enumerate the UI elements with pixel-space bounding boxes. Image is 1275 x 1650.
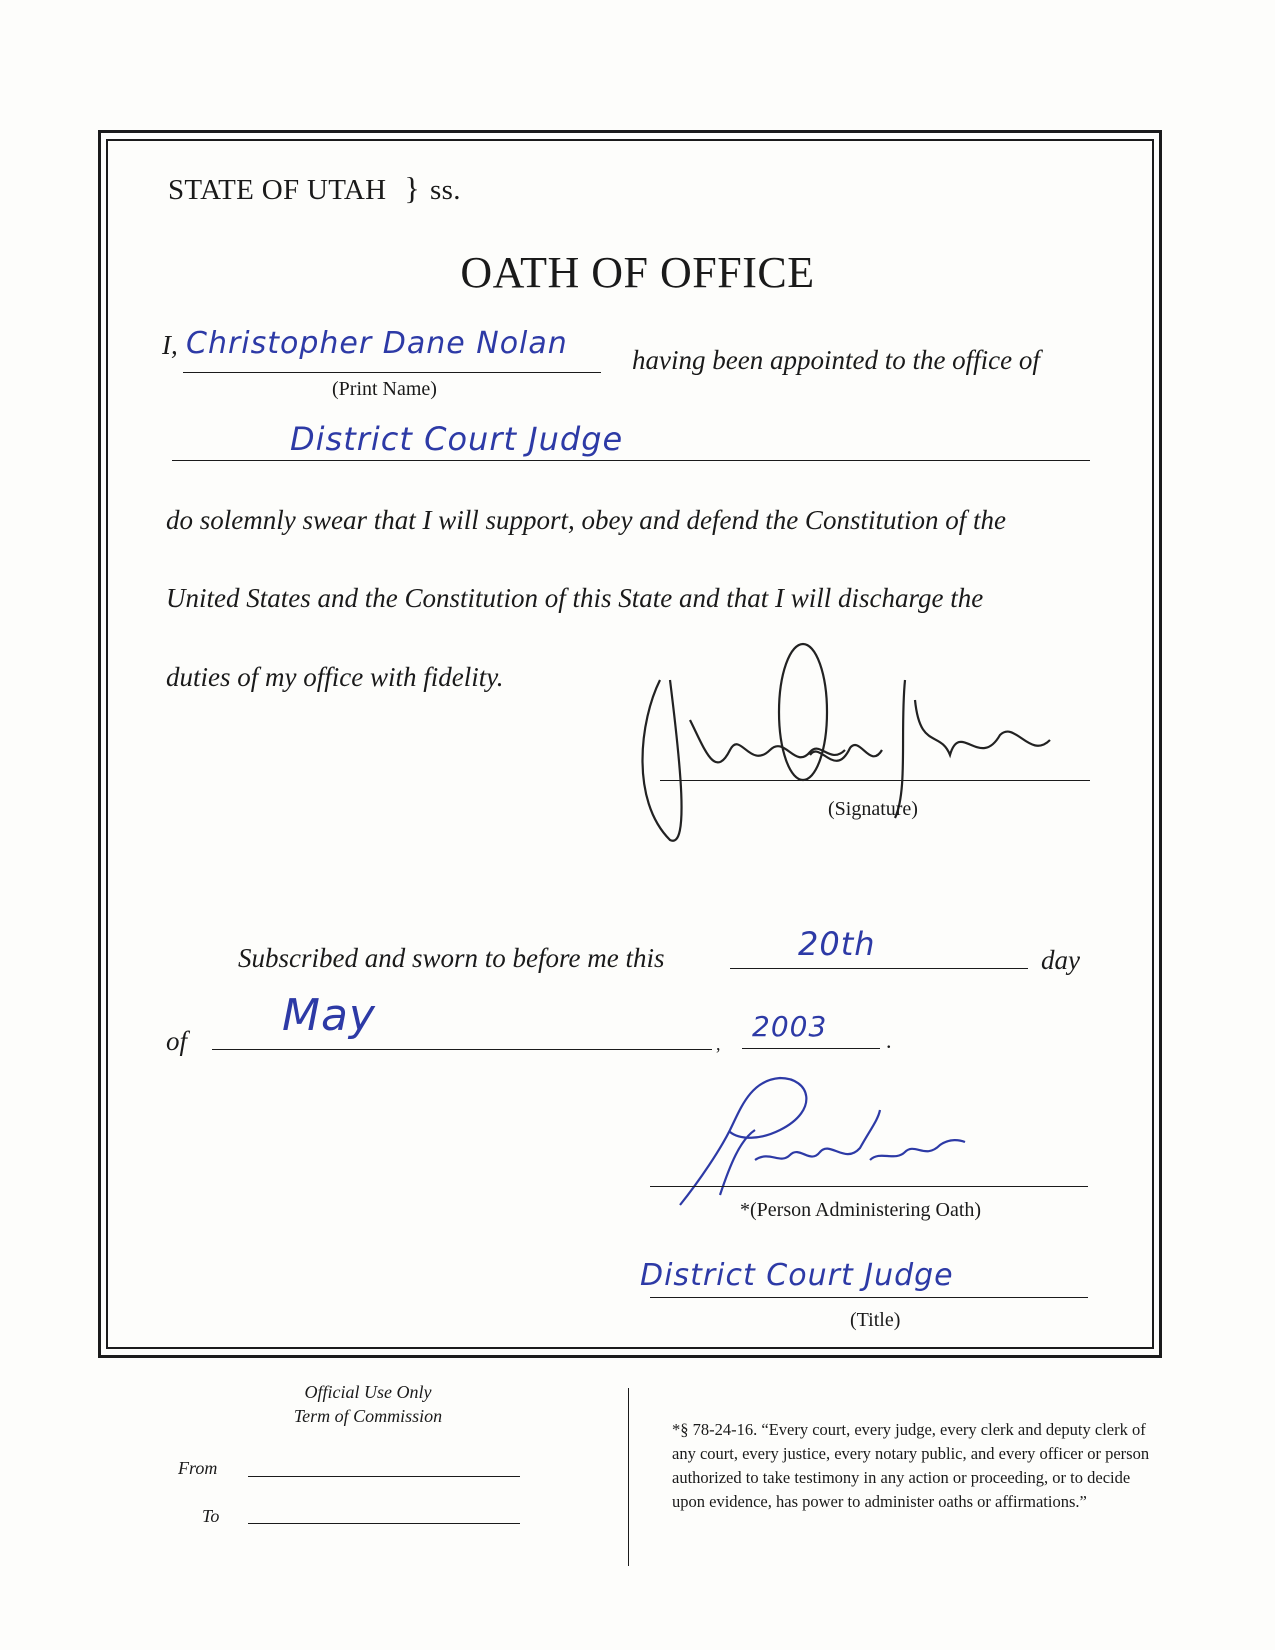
handwritten-admin-title: District Court Judge xyxy=(640,1258,954,1293)
venue-line xyxy=(168,170,461,207)
to-underline xyxy=(248,1523,520,1524)
ss-label: ss. xyxy=(430,174,461,206)
state-label: STATE OF UTAH xyxy=(168,174,387,206)
signature-scribble xyxy=(620,640,1080,860)
handwritten-name: Christopher Dane Nolan xyxy=(186,326,568,361)
administrator-line xyxy=(650,1186,1088,1187)
oath-line-3: duties of my office with fidelity. xyxy=(166,662,504,692)
from-underline xyxy=(248,1476,520,1477)
name-underline xyxy=(183,372,601,373)
day-underline xyxy=(730,968,1028,969)
office-underline xyxy=(172,460,1090,461)
oath-line-1: do solemnly swear that I will support, obey and defend the Constitution of the xyxy=(166,505,1006,535)
from-label: From xyxy=(178,1458,218,1478)
handwritten-day: 20th xyxy=(798,925,876,963)
year-underline xyxy=(742,1048,880,1049)
month-underline xyxy=(212,1049,712,1050)
brace-glyph: } xyxy=(404,170,421,206)
title-caption: (Title) xyxy=(850,1309,901,1331)
administrator-signature-scribble xyxy=(660,1070,1000,1210)
title-underline xyxy=(650,1297,1088,1298)
footer-divider xyxy=(628,1388,629,1566)
document-title: OATH OF OFFICE xyxy=(460,248,815,297)
date-comma: , xyxy=(716,1034,721,1054)
signature-caption: (Signature) xyxy=(828,798,918,820)
print-name-caption: (Print Name) xyxy=(332,378,437,400)
statute-text: *§ 78-24-16. “Every court, every judge, every clerk and deputy clerk of any court, every justice, every notary public, and every officer or person authorized to take testimony in any action or proceeding, or to decide upon evidence, has power to administer oaths or affirmations.” xyxy=(672,1420,1150,1511)
of-label: of xyxy=(166,1026,188,1056)
handwritten-year: 2003 xyxy=(752,1010,828,1043)
date-period: . xyxy=(886,1028,892,1053)
day-label: day xyxy=(1041,945,1080,975)
term-of-commission-label: Term of Commission xyxy=(293,1406,443,1426)
official-use-block xyxy=(258,1380,478,1428)
to-label: To xyxy=(202,1506,220,1526)
handwritten-office: District Court Judge xyxy=(290,420,624,458)
name-prefix: I, xyxy=(162,330,178,360)
oath-line-2: United States and the Constitution of this State and that I will discharge the xyxy=(166,583,984,613)
handwritten-month: May xyxy=(282,990,376,1041)
subscribed-text: Subscribed and sworn to before me this xyxy=(238,943,665,973)
appointed-text: having been appointed to the office of xyxy=(632,345,1040,375)
official-use-label: Official Use Only xyxy=(304,1382,432,1402)
administrator-caption: *(Person Administering Oath) xyxy=(740,1199,982,1221)
